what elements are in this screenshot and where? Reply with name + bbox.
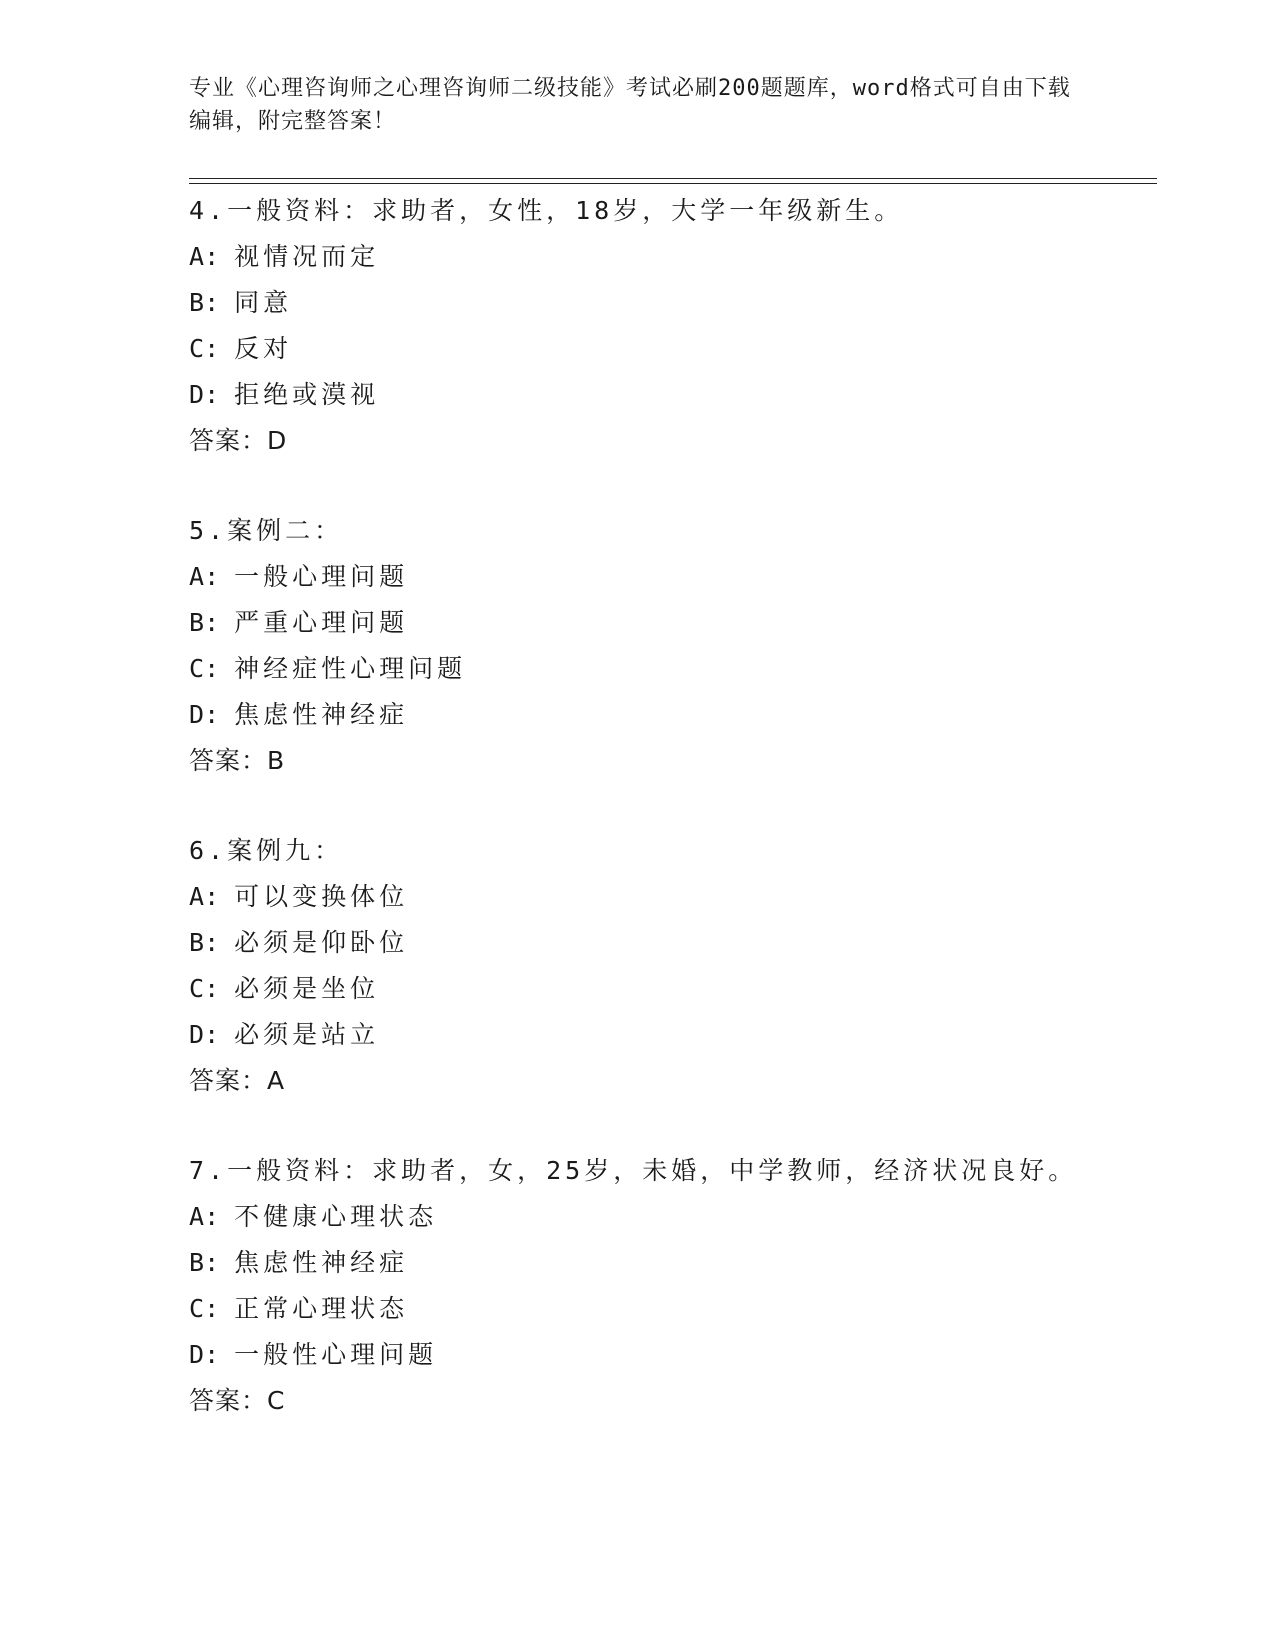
option-separator: : [204, 1202, 220, 1231]
question-item [189, 828, 1157, 1104]
option-key: D [189, 1020, 205, 1049]
option-d [189, 1332, 1157, 1378]
option-separator: : [204, 242, 220, 271]
option-a [189, 554, 1157, 600]
answer-value: D [267, 426, 288, 455]
question-item [189, 188, 1157, 464]
option-text: 必须是站立 [234, 1020, 380, 1049]
option-key: A [189, 562, 205, 591]
option-key: C [189, 334, 205, 363]
answer-line [189, 1058, 1157, 1104]
option-separator: : [204, 380, 220, 409]
option-separator: : [204, 654, 220, 683]
option-text: 可以变换体位 [234, 882, 409, 911]
option-key: A [189, 1202, 205, 1231]
option-d [189, 1012, 1157, 1058]
option-text: 反对 [234, 334, 293, 363]
question-stem: 7.一般资料：求助者，女，25岁，未婚，中学教师，经济状况良好。 [189, 1156, 1078, 1185]
option-key: A [189, 242, 205, 271]
option-text: 一般心理问题 [234, 562, 409, 591]
option-text: 必须是坐位 [234, 974, 380, 1003]
option-text: 拒绝或漠视 [234, 380, 380, 409]
question-stem: 5.案例二： [189, 516, 344, 545]
option-text: 焦虑性神经症 [234, 1248, 409, 1277]
option-separator: : [204, 1248, 220, 1277]
option-separator: : [204, 1340, 220, 1369]
option-separator: : [204, 882, 220, 911]
answer-label: 答案： [189, 746, 268, 775]
question-item [189, 1148, 1157, 1424]
option-d [189, 692, 1157, 738]
option-text: 视情况而定 [234, 242, 380, 271]
option-text: 必须是仰卧位 [234, 928, 409, 957]
header-rule-thin [189, 183, 1157, 184]
option-separator: : [204, 608, 220, 637]
option-c [189, 966, 1157, 1012]
answer-value: B [267, 746, 286, 775]
question-stem: 6.案例九： [189, 836, 344, 865]
option-text: 严重心理问题 [234, 608, 409, 637]
option-a [189, 874, 1157, 920]
option-key: B [189, 928, 205, 957]
option-separator: : [204, 1294, 220, 1323]
answer-line [189, 418, 1157, 464]
question-item [189, 508, 1157, 784]
option-key: B [189, 1248, 205, 1277]
option-key: A [189, 882, 205, 911]
option-text: 不健康心理状态 [234, 1202, 438, 1231]
answer-line [189, 738, 1157, 784]
question-stem: 4.一般资料：求助者，女性，18岁，大学一年级新生。 [189, 196, 904, 225]
option-separator: : [204, 928, 220, 957]
option-c [189, 326, 1157, 372]
option-b [189, 920, 1157, 966]
option-separator: : [204, 974, 220, 1003]
option-key: D [189, 380, 205, 409]
document-header [189, 72, 1089, 138]
option-key: C [189, 974, 205, 1003]
option-separator: : [204, 700, 220, 729]
option-text: 同意 [234, 288, 293, 317]
answer-line [189, 1378, 1157, 1424]
option-d [189, 372, 1157, 418]
header-intro-text: 专业《心理咨询师之心理咨询师二级技能》考试必刷200题题库，word格式可自由下载编辑，附完整答案！ [189, 76, 1071, 134]
option-text: 神经症性心理问题 [234, 654, 467, 683]
option-separator: : [204, 1020, 220, 1049]
option-text: 焦虑性神经症 [234, 700, 409, 729]
option-b [189, 1240, 1157, 1286]
option-separator: : [204, 334, 220, 363]
option-key: C [189, 1294, 205, 1323]
option-a [189, 1194, 1157, 1240]
option-b [189, 280, 1157, 326]
option-separator: : [204, 288, 220, 317]
option-c [189, 646, 1157, 692]
option-key: B [189, 288, 205, 317]
option-a [189, 234, 1157, 280]
option-key: B [189, 608, 205, 637]
option-key: D [189, 1340, 205, 1369]
question-list [189, 188, 1157, 1468]
option-b [189, 600, 1157, 646]
answer-label: 答案： [189, 426, 268, 455]
option-key: D [189, 700, 205, 729]
answer-value: A [267, 1066, 286, 1095]
option-c [189, 1286, 1157, 1332]
option-text: 一般性心理问题 [234, 1340, 438, 1369]
option-key: C [189, 654, 205, 683]
header-rule-thick [189, 178, 1157, 179]
option-text: 正常心理状态 [234, 1294, 409, 1323]
option-separator: : [204, 562, 220, 591]
answer-label: 答案： [189, 1386, 268, 1415]
answer-label: 答案： [189, 1066, 268, 1095]
answer-value: C [267, 1386, 286, 1415]
